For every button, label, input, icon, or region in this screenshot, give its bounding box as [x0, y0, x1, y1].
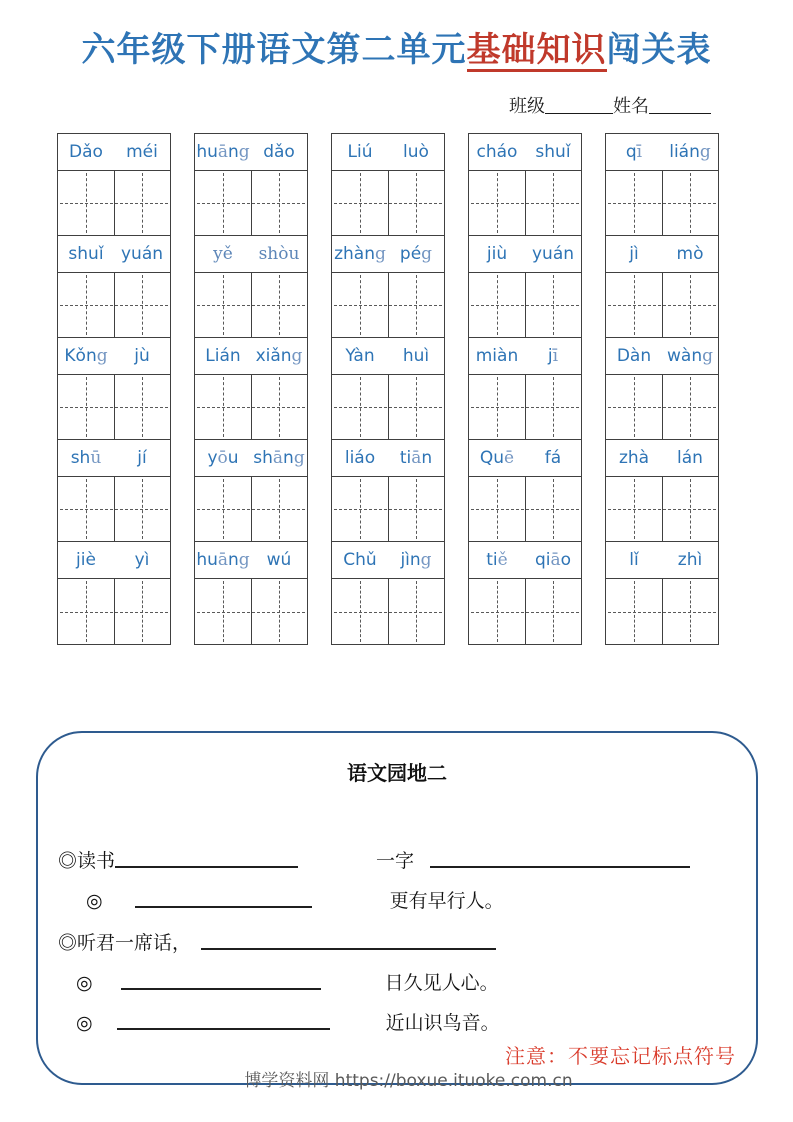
character-writing-cell — [662, 579, 719, 644]
title-highlight: 基础知识 — [467, 32, 607, 72]
character-writing-cell — [332, 273, 388, 337]
writing-grid-row — [58, 170, 170, 236]
character-writing-cell — [251, 477, 308, 541]
pinyin-syllable: yuán — [120, 244, 164, 264]
writing-grid-row — [58, 374, 170, 440]
spacer — [93, 988, 121, 989]
pinyin-word — [58, 542, 170, 578]
exercise-text: 更有早行人。 — [389, 891, 504, 912]
pinyin-fallback-glyph: ā — [550, 550, 561, 570]
fill-in-blank — [135, 890, 312, 908]
pinyin-fallback-glyph: ā — [411, 448, 422, 468]
writing-grid-row — [469, 578, 581, 644]
exercise-box — [36, 731, 758, 1085]
writing-grid-row — [469, 374, 581, 440]
pinyin-column-2 — [194, 133, 308, 645]
pinyin-column-1 — [57, 133, 171, 645]
pinyin-syllable: yě — [213, 244, 233, 264]
pinyin-fallback-glyph: g — [238, 142, 250, 162]
pinyin-syllable: jiè — [76, 550, 96, 570]
character-writing-cell — [332, 375, 388, 439]
writing-grid-row — [332, 374, 444, 440]
character-writing-cell — [469, 171, 525, 235]
pinyin-word — [606, 134, 718, 170]
writing-grid-row — [606, 578, 718, 644]
character-writing-cell — [662, 477, 719, 541]
exercise-text: 近山识鸟音。 — [385, 1013, 500, 1034]
exercise-line-5 — [58, 1008, 736, 1034]
character-writing-cell — [58, 273, 114, 337]
spacer — [414, 866, 430, 867]
spacer — [58, 988, 76, 989]
pinyin-syllable: miàn — [475, 346, 519, 366]
exercise-text: ◎读书 — [58, 851, 116, 872]
spacer — [58, 1028, 76, 1029]
pinyin-syllable: zhàng — [334, 244, 386, 264]
character-writing-cell — [195, 579, 251, 644]
footer-watermark: 博学资料网 https://boxue.ituoke.com.cn — [244, 1071, 573, 1091]
pinyin-syllable: yì — [134, 550, 150, 570]
fill-in-blank — [430, 850, 690, 868]
writing-grid-row — [606, 374, 718, 440]
class-blank — [545, 96, 613, 114]
character-writing-cell — [525, 579, 582, 644]
pinyin-syllable: tiān — [399, 448, 433, 468]
writing-grid-row — [58, 578, 170, 644]
pinyin-syllable: dǎo — [263, 142, 295, 162]
pinyin-word — [195, 542, 307, 578]
pinyin-syllable: huāng — [196, 550, 250, 570]
writing-grid-row — [469, 272, 581, 338]
pinyin-syllable: Lián — [205, 346, 241, 366]
pinyin-syllable: shòu — [258, 244, 300, 264]
character-writing-cell — [195, 375, 251, 439]
title-suffix: 闯关表 — [606, 32, 712, 69]
punctuation-note: 注意：不要忘记标点符号 — [505, 1046, 736, 1068]
pinyin-syllable: huì — [402, 346, 430, 366]
character-writing-cell — [469, 273, 525, 337]
pinyin-syllable: luò — [403, 142, 429, 162]
character-writing-cell — [388, 477, 445, 541]
pinyin-column-4 — [468, 133, 582, 645]
pinyin-fallback-glyph: g — [291, 346, 303, 366]
character-writing-cell — [251, 579, 308, 644]
character-writing-cell — [469, 579, 525, 644]
writing-grid-row — [195, 476, 307, 542]
pinyin-syllable: shuǐ — [535, 142, 571, 162]
pinyin-fallback-glyph: ū — [90, 448, 102, 468]
character-writing-cell — [606, 477, 662, 541]
exercise-text: ◎ — [76, 973, 93, 994]
pinyin-fallback-glyph: g — [420, 550, 432, 570]
character-writing-cell — [251, 273, 308, 337]
character-writing-cell — [388, 171, 445, 235]
pinyin-syllable: jí — [137, 448, 147, 468]
pinyin-fallback-glyph: ē — [504, 448, 515, 468]
pinyin-syllable: qiāo — [534, 550, 572, 570]
character-writing-cell — [332, 477, 388, 541]
character-writing-cell — [332, 171, 388, 235]
character-writing-cell — [606, 579, 662, 644]
character-writing-cell — [662, 375, 719, 439]
pinyin-syllable: méi — [126, 142, 158, 162]
pinyin-fallback-glyph: g — [421, 244, 433, 264]
pinyin-syllable: liáo — [344, 448, 376, 468]
pinyin-syllable: yuán — [531, 244, 575, 264]
pinyin-syllable: lǐ — [629, 550, 639, 570]
pinyin-word — [332, 236, 444, 272]
exercise-text: ◎ — [86, 891, 103, 912]
character-writing-cell — [58, 477, 114, 541]
pinyin-syllable: Yàn — [345, 346, 375, 366]
exercise-line-2 — [58, 886, 736, 912]
pinyin-syllable: Quē — [479, 448, 515, 468]
pinyin-fallback-glyph: ā — [217, 142, 229, 162]
character-writing-cell — [606, 273, 662, 337]
pinyin-syllable: tiě — [486, 550, 508, 570]
pinyin-syllable: cháo — [476, 142, 518, 162]
pinyin-word — [469, 134, 581, 170]
pinyin-syllable: mò — [676, 244, 704, 264]
pinyin-syllable: huāng — [196, 142, 250, 162]
character-writing-cell — [195, 171, 251, 235]
character-writing-cell — [525, 477, 582, 541]
pinyin-word — [606, 542, 718, 578]
writing-grid-row — [58, 272, 170, 338]
name-blank — [649, 96, 711, 114]
pinyin-word — [469, 338, 581, 374]
pinyin-syllable: shuǐ — [68, 244, 104, 264]
pinyin-syllable: Dàn — [616, 346, 652, 366]
spacer — [103, 906, 135, 907]
writing-grid-row — [58, 476, 170, 542]
character-writing-cell — [114, 171, 171, 235]
character-writing-cell — [388, 579, 445, 644]
character-writing-cell — [195, 477, 251, 541]
character-writing-cell — [388, 273, 445, 337]
pinyin-fallback-glyph: ě — [497, 550, 508, 570]
spacer — [298, 866, 376, 867]
exercise-text: ◎ — [76, 1013, 93, 1034]
pinyin-syllable: Liú — [347, 142, 373, 162]
fill-in-blank — [117, 1012, 330, 1030]
character-writing-cell — [662, 273, 719, 337]
pinyin-syllable: zhà — [618, 448, 650, 468]
pinyin-syllable: lán — [677, 448, 703, 468]
writing-grid-row — [606, 170, 718, 236]
writing-grid-row — [195, 170, 307, 236]
pinyin-syllable: Kǒng — [64, 346, 108, 366]
pinyin-syllable: wàng — [667, 346, 713, 366]
exercise-text: ◎听君一席话， — [58, 933, 192, 954]
character-writing-cell — [251, 171, 308, 235]
writing-grid-row — [332, 476, 444, 542]
character-writing-cell — [388, 375, 445, 439]
pinyin-syllable: jiù — [486, 244, 508, 264]
pinyin-word — [469, 236, 581, 272]
class-name-row — [509, 92, 711, 118]
pinyin-fallback-glyph: g — [702, 346, 713, 366]
pinyin-syllable: yōu — [207, 448, 239, 468]
pinyin-word — [332, 338, 444, 374]
writing-grid-row — [606, 272, 718, 338]
pinyin-syllable: xiǎng — [255, 346, 303, 366]
character-writing-cell — [662, 171, 719, 235]
character-writing-cell — [195, 273, 251, 337]
pinyin-fallback-glyph: ō — [217, 448, 228, 468]
character-writing-cell — [332, 579, 388, 644]
writing-grid-row — [195, 578, 307, 644]
writing-grid-row — [469, 476, 581, 542]
pinyin-word — [469, 542, 581, 578]
pinyin-column-5 — [605, 133, 719, 645]
pinyin-word — [469, 440, 581, 476]
character-writing-cell — [469, 477, 525, 541]
pinyin-word — [58, 440, 170, 476]
fill-in-blank — [115, 850, 298, 868]
class-label: 班级 — [509, 96, 545, 116]
spacer — [330, 1028, 386, 1029]
character-writing-cell — [114, 273, 171, 337]
writing-grid-row — [332, 272, 444, 338]
pinyin-fallback-glyph: ā — [272, 448, 284, 468]
pinyin-word — [332, 134, 444, 170]
pinyin-syllable: wú — [266, 550, 292, 570]
spacer — [312, 906, 390, 907]
pinyin-word — [332, 440, 444, 476]
pinyin-syllable: jù — [134, 346, 150, 366]
pinyin-syllable: qī — [625, 142, 643, 162]
page-title — [0, 22, 793, 71]
character-writing-cell — [58, 171, 114, 235]
spacer — [93, 1028, 117, 1029]
spacer — [321, 988, 385, 989]
exercise-line-4 — [58, 968, 736, 994]
pinyin-word — [195, 440, 307, 476]
spacer — [58, 906, 86, 907]
pinyin-word — [606, 338, 718, 374]
pinyin-fallback-glyph: ī — [552, 346, 559, 366]
pinyin-fallback-glyph: g — [699, 142, 711, 162]
pinyin-syllable: shāng — [253, 448, 305, 468]
pinyin-fallback-glyph: g — [96, 346, 108, 366]
pinyin-syllable: zhì — [677, 550, 703, 570]
pinyin-syllable: jī — [547, 346, 559, 366]
character-writing-cell — [251, 375, 308, 439]
character-writing-cell — [114, 579, 171, 644]
pinyin-syllable: pég — [399, 244, 433, 264]
pinyin-fallback-glyph: ā — [217, 550, 229, 570]
fill-in-blank — [201, 932, 496, 950]
pinyin-word — [606, 236, 718, 272]
pinyin-column-3 — [331, 133, 445, 645]
pinyin-syllable: shū — [70, 448, 102, 468]
character-writing-cell — [606, 171, 662, 235]
writing-grid-row — [606, 476, 718, 542]
pinyin-word — [195, 236, 307, 272]
character-writing-cell — [114, 477, 171, 541]
character-writing-cell — [525, 171, 582, 235]
pinyin-word — [58, 236, 170, 272]
character-writing-cell — [469, 375, 525, 439]
title-prefix: 六年级下册语文第二单元 — [81, 32, 467, 69]
pinyin-fallback-glyph: g — [375, 244, 386, 264]
writing-grid-row — [195, 272, 307, 338]
character-writing-cell — [525, 273, 582, 337]
character-writing-cell — [114, 375, 171, 439]
pinyin-fallback-glyph: g — [293, 448, 305, 468]
spacer — [191, 948, 201, 949]
exercise-line-1 — [58, 846, 736, 872]
pinyin-word — [195, 134, 307, 170]
name-label: 姓名 — [613, 96, 649, 116]
writing-grid-row — [332, 170, 444, 236]
pinyin-syllable: fá — [544, 448, 562, 468]
pinyin-word — [195, 338, 307, 374]
exercise-line-3 — [58, 928, 736, 954]
character-writing-cell — [58, 375, 114, 439]
writing-grid-row — [332, 578, 444, 644]
pinyin-word — [58, 338, 170, 374]
pinyin-word — [58, 134, 170, 170]
pinyin-fallback-glyph: g — [238, 550, 250, 570]
pinyin-syllable: Dǎo — [69, 142, 103, 162]
exercise-title: 语文园地二 — [347, 763, 447, 785]
exercise-text: 一字 — [376, 851, 415, 872]
writing-grid-row — [195, 374, 307, 440]
pinyin-fallback-glyph: ī — [636, 142, 643, 162]
fill-in-blank — [121, 972, 321, 990]
pinyin-syllable: jì — [629, 244, 639, 264]
character-writing-cell — [58, 579, 114, 644]
pinyin-syllable: jìng — [400, 550, 432, 570]
character-writing-cell — [606, 375, 662, 439]
pinyin-word — [606, 440, 718, 476]
pinyin-syllable: Chǔ — [343, 550, 377, 570]
pinyin-syllable: liáng — [669, 142, 711, 162]
pinyin-writing-grid — [57, 133, 719, 645]
writing-grid-row — [469, 170, 581, 236]
exercise-text: 日久见人心。 — [384, 973, 499, 994]
pinyin-word — [332, 542, 444, 578]
character-writing-cell — [525, 375, 582, 439]
